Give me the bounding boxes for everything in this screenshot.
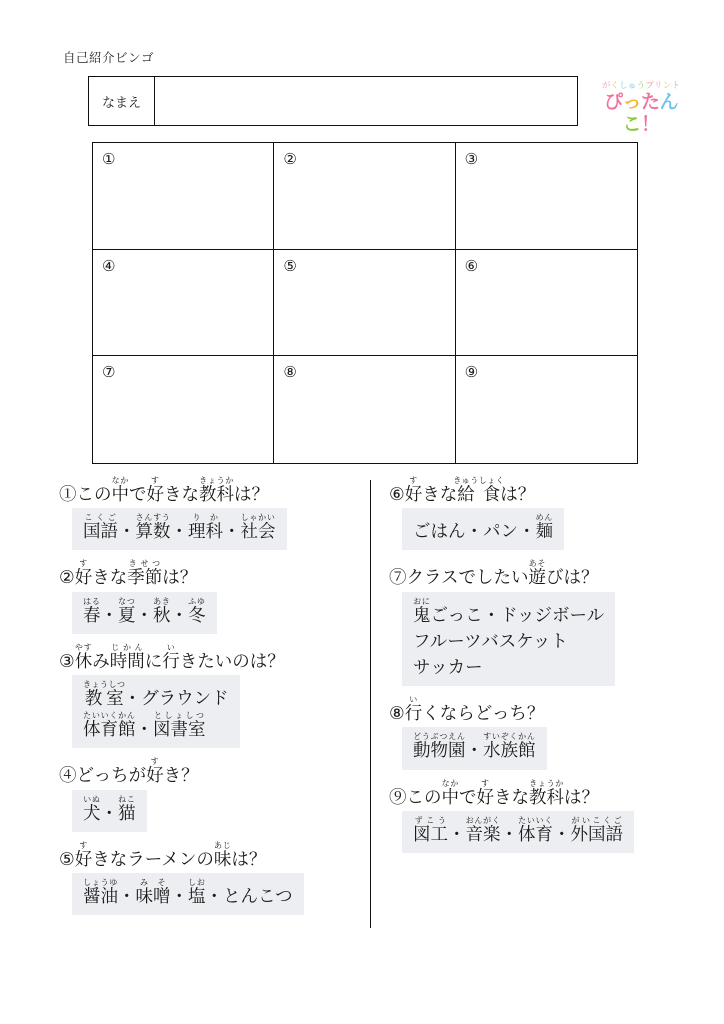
name-label: なまえ xyxy=(89,77,155,125)
question-text: ⑨この中なかで好すきな教科きょうかは？ xyxy=(389,778,599,807)
question-item xyxy=(388,695,678,775)
question-item xyxy=(388,559,678,692)
answer-line: 教室きょうしつ・グラウンド xyxy=(83,679,229,708)
answer-line: 国語こくご・算数さんすう・理科りか・社会しゃかい xyxy=(83,513,276,542)
bingo-cell[interactable]: ⑦ xyxy=(93,356,274,463)
name-row xyxy=(88,76,578,126)
answer-line: 動物園どうぶつえん・水族館すいぞくかん xyxy=(413,732,536,761)
brand-logo xyxy=(586,82,696,135)
brand-logo-tagline: がくしゅうプリント xyxy=(601,81,681,91)
question-item xyxy=(58,559,358,639)
page-title: 自己紹介ビンゴ xyxy=(63,51,155,65)
question-item xyxy=(58,757,358,837)
answer-choices[interactable] xyxy=(72,592,217,634)
bingo-cell[interactable]: ③ xyxy=(456,143,637,250)
answer-choices[interactable] xyxy=(402,727,547,769)
bingo-grid xyxy=(92,142,638,464)
question-column-right xyxy=(388,476,678,862)
answer-line: 鬼おにごっこ・ドッジボール xyxy=(413,596,605,625)
answer-line: 春はる・夏なつ・秋あき・冬ふゆ xyxy=(83,596,206,625)
bingo-cell[interactable]: ⑥ xyxy=(456,250,637,357)
question-text: ①この中なかで好すきな教科きょうかは？ xyxy=(59,476,269,504)
answer-choices[interactable] xyxy=(72,675,240,749)
answer-line: 図工ずこう・音楽おんがく・体育たいいく・外国語がいこくご xyxy=(413,815,623,844)
answer-line: フルーツバスケット xyxy=(413,630,568,651)
bingo-cell[interactable]: ④ xyxy=(93,250,274,357)
question-text: ⑥好すきな給食きゅうしょくは？ xyxy=(389,476,536,504)
bingo-cell[interactable]: ① xyxy=(93,143,274,250)
question-text: ④どっちが好すき？ xyxy=(59,757,199,786)
name-input[interactable] xyxy=(155,77,577,125)
question-text: ⑦クラスでしたい遊あそびは？ xyxy=(389,559,599,588)
answer-line: 犬いぬ・猫ねこ xyxy=(83,794,136,823)
brand-logo-name: ぴったんこ！ xyxy=(603,90,679,135)
bingo-cell[interactable]: ⑤ xyxy=(274,250,455,357)
question-item xyxy=(58,476,358,556)
question-text: ⑤好すきなラーメンの味あじは？ xyxy=(59,840,267,869)
question-item xyxy=(388,779,678,859)
answer-line: ごはん・パン・麺めん xyxy=(413,513,553,542)
answer-line: 体育館たいいくかん・図書室としょしつ xyxy=(83,711,206,740)
question-text: ③休やすみ時間じかんに行いきたいのは？ xyxy=(59,642,285,671)
answer-choices[interactable] xyxy=(402,592,615,687)
question-text: ⑧行いくならどっち？ xyxy=(389,695,545,724)
question-item xyxy=(58,643,358,755)
bingo-cell[interactable]: ⑨ xyxy=(464,363,479,382)
answer-choices[interactable] xyxy=(402,811,634,853)
answer-line: 醤油しょうゆ・味噌みそ・塩しお・とんこつ xyxy=(83,877,293,906)
question-item xyxy=(58,841,358,921)
bingo-cell[interactable]: ⑧ xyxy=(274,356,455,463)
answer-choices[interactable] xyxy=(72,790,147,832)
answer-choices[interactable] xyxy=(402,508,564,550)
column-divider xyxy=(370,480,371,928)
answer-choices[interactable] xyxy=(72,508,287,550)
answer-line: サッカー xyxy=(413,657,483,677)
answer-choices[interactable] xyxy=(72,873,304,915)
bingo-cell[interactable]: ② xyxy=(274,143,455,250)
question-column-left xyxy=(58,476,358,924)
question-item xyxy=(388,476,678,556)
question-text: ②好すきな季節きせつは？ xyxy=(59,559,198,588)
question-columns xyxy=(58,476,678,986)
